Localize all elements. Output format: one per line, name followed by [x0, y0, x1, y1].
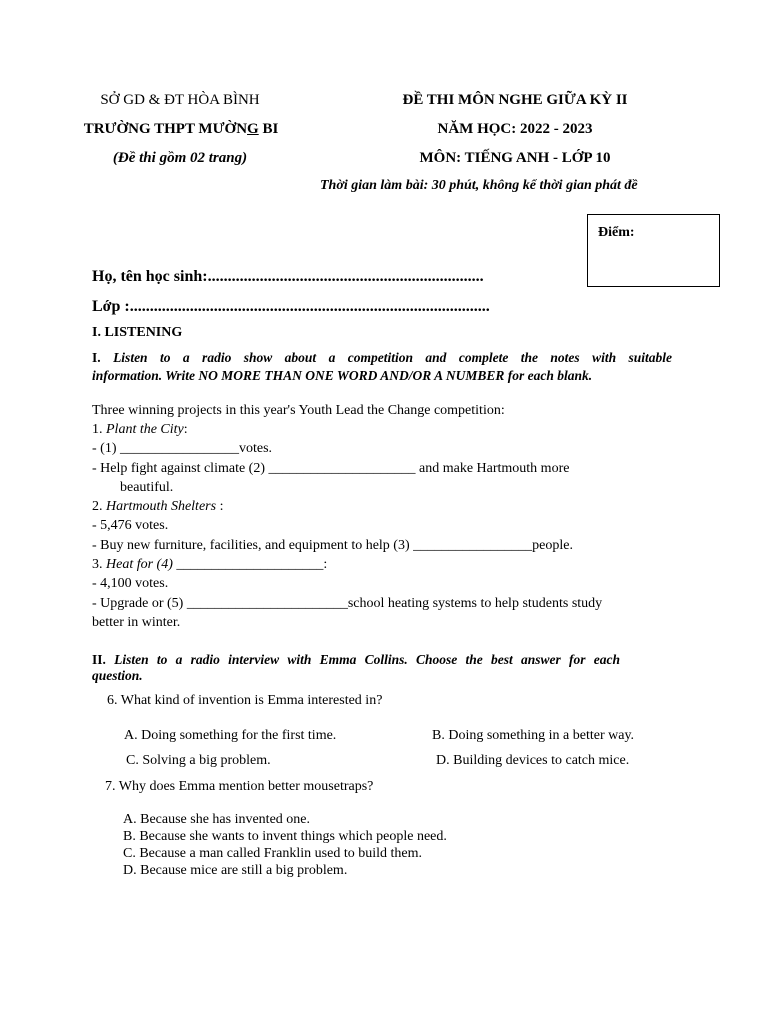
q7-option-d: D. Because mice are still a big problem.: [123, 863, 348, 878]
q7-option-c: C. Because a man called Franklin used to build them.: [123, 846, 422, 861]
project1-number: 1.: [92, 422, 106, 437]
q6-option-a: A. Doing something for the first time.: [124, 728, 337, 743]
project1-blank1: - (1) _________________votes.: [92, 441, 273, 456]
exam-title: ĐỀ THI MÔN NGHE GIỮA KỲ II: [402, 92, 628, 108]
project2-colon: :: [216, 499, 224, 514]
school-name-prefix: TRƯỜNG THPT MƯỜN: [83, 121, 248, 137]
project1-colon: :: [183, 422, 188, 437]
project2-number: 2.: [92, 499, 106, 514]
project3-votes: - 4,100 votes.: [92, 576, 169, 591]
q7-option-a: A. Because she has invented one.: [123, 812, 310, 827]
department-name: SỞ GD & ĐT HÒA BÌNH: [100, 92, 260, 108]
project1-blank2: - Help fight against climate (2) _____________________ and make Hartmouth more: [92, 461, 570, 476]
part1-instruction-line2: information. Write NO MORE THAN ONE WORD AND/OR A NUMBER for each blank.: [92, 368, 593, 383]
q7-option-b: B. Because she wants to invent things which people need.: [123, 829, 447, 844]
part2-number: II.: [92, 652, 106, 667]
part1-instruction-line1: [92, 350, 672, 366]
project3-colon: :: [323, 557, 328, 572]
projects-intro: Three winning projects in this year's Youth Lead the Change competition:: [92, 403, 505, 418]
part2-instruction-text: Listen to a radio interview with Emma Collins. Choose the best answer for each: [114, 652, 621, 667]
project3-name: Heat for (4) _____________________: [106, 557, 324, 572]
time-note: Thời gian làm bài: 30 phút, không kể thời gian phát đề: [320, 178, 638, 193]
question-6: 6. What kind of invention is Emma interested in?: [107, 693, 383, 708]
project1-line3: beautiful.: [120, 480, 174, 495]
q6-option-b: B. Doing something in a better way.: [432, 728, 635, 743]
score-label: Điểm:: [598, 225, 635, 240]
school-name-suffix: BI: [258, 121, 279, 137]
student-name-line: Họ, tên học sinh:.....................................................................: [92, 268, 484, 285]
q6-option-c: C. Solving a big problem.: [126, 753, 271, 768]
student-class-line: Lớp :..........................................................................................: [92, 298, 490, 315]
project3-blank5: - Upgrade or (5) _______________________school heating systems to help students study: [92, 596, 603, 611]
school-year: NĂM HỌC: 2022 - 2023: [437, 121, 593, 137]
project1-title: [92, 422, 188, 438]
q6-option-d: D. Building devices to catch mice.: [436, 753, 630, 768]
question-7: 7. Why does Emma mention better mousetraps?: [105, 779, 374, 794]
school-name: [50, 121, 312, 138]
project2-title: [92, 499, 223, 515]
listening-heading: I. LISTENING: [92, 325, 183, 340]
project3-number: 3.: [92, 557, 106, 572]
project2-name: Hartmouth Shelters: [106, 499, 217, 514]
part1-instruction-text: Listen to a radio show about a competition and complete the notes with suitable: [113, 350, 672, 365]
score-box: [587, 214, 720, 287]
project2-blank3: - Buy new furniture, facilities, and equipment to help (3) _________________people.: [92, 538, 573, 553]
project3-line3: better in winter.: [92, 615, 181, 630]
project1-name: Plant the City: [106, 422, 184, 437]
part2-instruction-line1: [92, 652, 620, 668]
pages-note: (Đề thi gồm 02 trang): [112, 150, 248, 166]
project2-votes: - 5,476 votes.: [92, 518, 169, 533]
project3-title: [92, 557, 327, 573]
subject-line: MÔN: TIẾNG ANH - LỚP 10: [419, 150, 611, 166]
part2-instruction-line2: question.: [92, 668, 143, 683]
part1-number: I.: [92, 350, 101, 365]
school-name-g: G: [247, 121, 259, 137]
